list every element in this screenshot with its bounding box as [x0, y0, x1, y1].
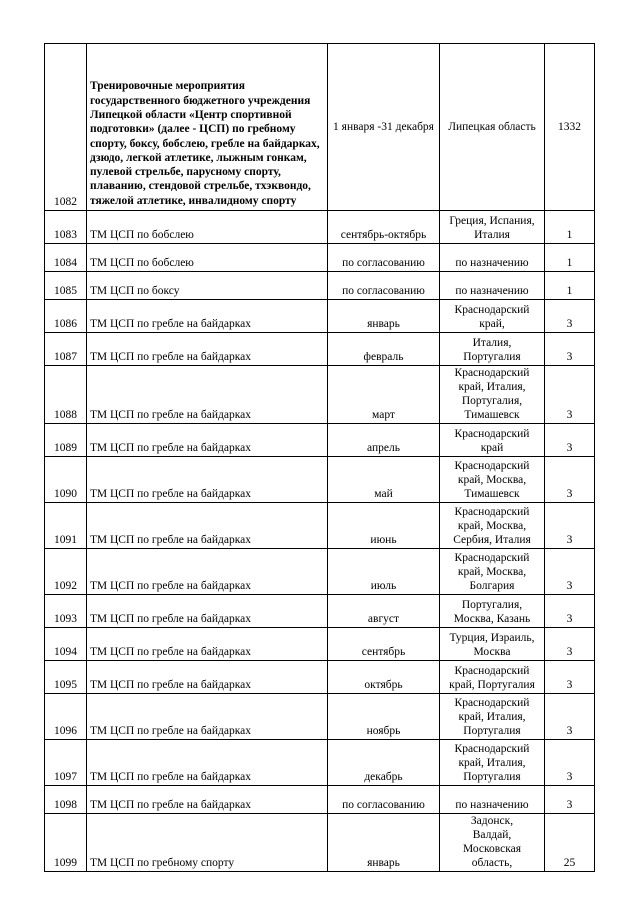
event-name-cell: Тренировочные мероприятия государственного бюджетного учреждения Липецкой области «Центр спортивной подготовки» (далее - ЦСП) по гребному спорту, боксу, бобслею, гребле на байдарках, дзюдо, легкой атлетике, лыжным гонкам, пулевой стрельбе, парусному спорту, плаванию, стендовой стрельбе, тхэквондо, тяжелой атлетике, инвалидному спорту	[87, 44, 328, 211]
event-name-cell: ТМ ЦСП по гребле на байдарках	[87, 694, 328, 740]
event-name-cell: ТМ ЦСП по бобслею	[87, 211, 328, 244]
event-period-cell: сентябрь	[328, 628, 440, 661]
event-period-cell: октябрь	[328, 661, 440, 694]
row-number-cell: 1085	[45, 272, 87, 300]
row-number-cell: 1087	[45, 333, 87, 366]
event-period-cell: ноябрь	[328, 694, 440, 740]
participants-count-cell: 3	[545, 661, 595, 694]
row-number-cell: 1092	[45, 549, 87, 595]
row-number-cell: 1084	[45, 244, 87, 272]
events-table-container	[44, 43, 595, 872]
row-number-cell: 1082	[45, 44, 87, 211]
event-place-cell: Краснодарский край, Москва, Сербия, Италия	[440, 503, 545, 549]
participants-count-cell: 3	[545, 300, 595, 333]
participants-count-cell: 25	[545, 814, 595, 872]
event-name-cell: ТМ ЦСП по гребле на байдарках	[87, 300, 328, 333]
table-row	[45, 786, 595, 814]
event-period-cell: по согласованию	[328, 244, 440, 272]
event-period-cell: по согласованию	[328, 786, 440, 814]
row-number-cell: 1096	[45, 694, 87, 740]
event-period-cell: январь	[328, 300, 440, 333]
participants-count-cell: 3	[545, 740, 595, 786]
participants-count-cell: 1	[545, 272, 595, 300]
row-number-cell: 1094	[45, 628, 87, 661]
participants-count-cell: 1	[545, 244, 595, 272]
event-period-cell: август	[328, 595, 440, 628]
table-row	[45, 211, 595, 244]
table-row	[45, 366, 595, 424]
event-period-cell: март	[328, 366, 440, 424]
event-place-cell: Италия, Португалия	[440, 333, 545, 366]
event-place-cell: Краснодарский край,	[440, 300, 545, 333]
table-row	[45, 503, 595, 549]
event-place-cell: Краснодарский край, Италия, Португалия	[440, 694, 545, 740]
table-row	[45, 814, 595, 872]
event-place-cell: по назначению	[440, 244, 545, 272]
event-name-cell: ТМ ЦСП по гребле на байдарках	[87, 549, 328, 595]
event-place-cell: Краснодарский край, Италия, Португалия, Тимашевск	[440, 366, 545, 424]
table-row	[45, 244, 595, 272]
event-period-cell: 1 января -31 декабря	[328, 44, 440, 211]
event-place-cell: по назначению	[440, 786, 545, 814]
event-name-cell: ТМ ЦСП по гребле на байдарках	[87, 661, 328, 694]
event-place-cell: Португалия, Москва, Казань	[440, 595, 545, 628]
event-place-cell: Краснодарский край, Португалия	[440, 661, 545, 694]
event-name-cell: ТМ ЦСП по гребле на байдарках	[87, 628, 328, 661]
table-row	[45, 457, 595, 503]
participants-count-cell: 1	[545, 211, 595, 244]
event-place-cell: Греция, Испания, Италия	[440, 211, 545, 244]
participants-count-cell: 3	[545, 595, 595, 628]
participants-count-cell: 3	[545, 366, 595, 424]
row-number-cell: 1090	[45, 457, 87, 503]
events-table-body	[45, 44, 595, 872]
row-number-cell: 1083	[45, 211, 87, 244]
event-place-cell: Краснодарский край	[440, 424, 545, 457]
table-row	[45, 661, 595, 694]
table-row	[45, 595, 595, 628]
participants-count-cell: 1332	[545, 44, 595, 211]
table-row	[45, 333, 595, 366]
event-name-cell: ТМ ЦСП по гребле на байдарках	[87, 503, 328, 549]
table-row	[45, 628, 595, 661]
event-name-cell: ТМ ЦСП по гребному спорту	[87, 814, 328, 872]
event-period-cell: май	[328, 457, 440, 503]
participants-count-cell: 3	[545, 628, 595, 661]
row-number-cell: 1099	[45, 814, 87, 872]
event-place-cell: по назначению	[440, 272, 545, 300]
event-place-cell: Краснодарский край, Москва, Тимашевск	[440, 457, 545, 503]
row-number-cell: 1086	[45, 300, 87, 333]
event-period-cell: июль	[328, 549, 440, 595]
row-number-cell: 1089	[45, 424, 87, 457]
participants-count-cell: 3	[545, 424, 595, 457]
participants-count-cell: 3	[545, 333, 595, 366]
row-number-cell: 1097	[45, 740, 87, 786]
event-name-cell: ТМ ЦСП по гребле на байдарках	[87, 740, 328, 786]
events-table	[44, 43, 595, 872]
event-place-cell: Турция, Израиль, Москва	[440, 628, 545, 661]
event-period-cell: февраль	[328, 333, 440, 366]
event-period-cell: сентябрь-октябрь	[328, 211, 440, 244]
table-row	[45, 549, 595, 595]
participants-count-cell: 3	[545, 694, 595, 740]
event-period-cell: июнь	[328, 503, 440, 549]
event-name-cell: ТМ ЦСП по гребле на байдарках	[87, 457, 328, 503]
table-row	[45, 740, 595, 786]
event-name-cell: ТМ ЦСП по гребле на байдарках	[87, 786, 328, 814]
event-place-cell: Липецкая область	[440, 44, 545, 211]
row-number-cell: 1093	[45, 595, 87, 628]
event-period-cell: декабрь	[328, 740, 440, 786]
event-period-cell: январь	[328, 814, 440, 872]
table-row	[45, 272, 595, 300]
event-place-cell: Краснодарский край, Италия, Португалия	[440, 740, 545, 786]
event-name-cell: ТМ ЦСП по гребле на байдарках	[87, 595, 328, 628]
row-number-cell: 1095	[45, 661, 87, 694]
participants-count-cell: 3	[545, 549, 595, 595]
row-number-cell: 1091	[45, 503, 87, 549]
participants-count-cell: 3	[545, 503, 595, 549]
table-row	[45, 424, 595, 457]
event-name-cell: ТМ ЦСП по гребле на байдарках	[87, 366, 328, 424]
event-period-cell: апрель	[328, 424, 440, 457]
participants-count-cell: 3	[545, 786, 595, 814]
row-number-cell: 1088	[45, 366, 87, 424]
event-name-cell: ТМ ЦСП по гребле на байдарках	[87, 333, 328, 366]
row-number-cell: 1098	[45, 786, 87, 814]
event-period-cell: по согласованию	[328, 272, 440, 300]
event-name-cell: ТМ ЦСП по боксу	[87, 272, 328, 300]
table-row	[45, 44, 595, 211]
event-place-cell: Задонск, Валдай, Московская область,	[440, 814, 545, 872]
participants-count-cell: 3	[545, 457, 595, 503]
event-place-cell: Краснодарский край, Москва, Болгария	[440, 549, 545, 595]
event-name-cell: ТМ ЦСП по гребле на байдарках	[87, 424, 328, 457]
event-name-cell: ТМ ЦСП по бобслею	[87, 244, 328, 272]
table-row	[45, 300, 595, 333]
table-row	[45, 694, 595, 740]
